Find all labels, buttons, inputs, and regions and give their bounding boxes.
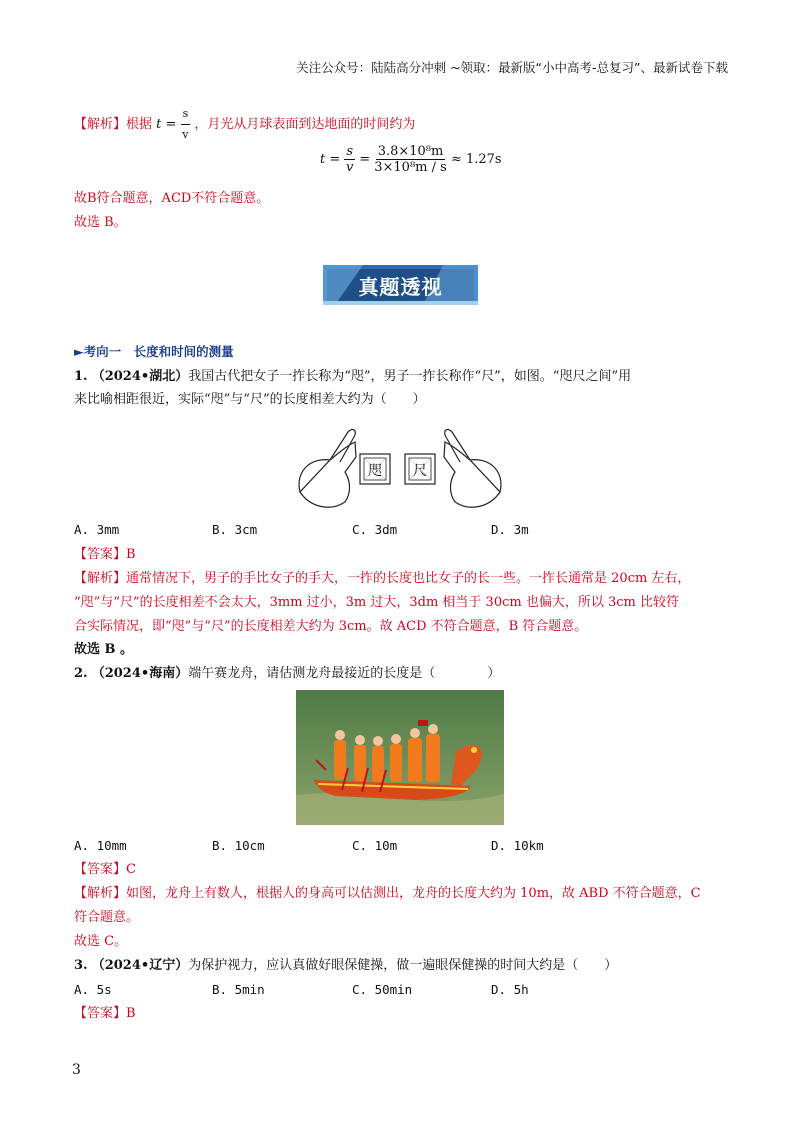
q1-exp-line3: 合实际情况，即“咫”与“尺”的长度相差大约为 3cm。故 ACD 不符合题意，B 符合题意。: [74, 619, 588, 634]
q1-option-a: A. 3mm: [74, 522, 120, 537]
q1-option-b: B. 3cm: [212, 522, 258, 537]
q2-number: 2.: [74, 666, 88, 681]
fig-label-zhi: 咫: [368, 463, 382, 479]
q2-exp-line2: 符合题意。: [74, 910, 140, 925]
q2-exp-line3: 故选 C。: [74, 934, 128, 949]
q2-source: （2024•海南）: [91, 666, 189, 681]
q1-exp1: 通常情况下，男子的手比女子的手大，一拃的长度也比女子的长一些。一拃长通常是 20cm 左右，: [126, 571, 691, 586]
hands-figure: [290, 422, 510, 522]
q1-option-d: D. 3m: [491, 522, 529, 537]
calc-result: ≈ 1.27s: [450, 152, 502, 167]
q1-option-c: C. 3dm: [352, 522, 398, 537]
calc-numerator: 3.8×10⁸m: [377, 144, 444, 159]
q2-text1: 端午赛龙舟，请估测龙舟最接近的长度是（ ）: [188, 666, 501, 681]
q1-exp-line2: “咫”与“尺”的长度相差不会太大，3mm 过小，3m 过大，3dm 相当于 30cm 也偏大，所以 3cm 比较符: [74, 595, 679, 610]
section-title: ►考向一 长度和时间的测量: [74, 344, 234, 359]
display-calc: [374, 144, 447, 175]
q3-option-d: D. 5h: [491, 982, 529, 997]
formula-fraction: [181, 104, 191, 145]
solution-after: ，月光从月球表面到达地面的时间约为: [194, 117, 416, 132]
q2-exp-tag: 【解析】: [74, 886, 127, 901]
q3-option-c: C. 50min: [352, 982, 413, 997]
top-solution-line2: 故B符合题意，ACD不符合题意。: [74, 191, 270, 206]
formula-v: v: [182, 128, 189, 141]
q2-option-d: D. 10km: [491, 838, 544, 853]
page-number: 3: [72, 1062, 81, 1078]
q2-exp-line1: [74, 884, 701, 904]
display-v: v: [346, 160, 354, 175]
top-solution-line1: [74, 104, 415, 145]
inline-formula: [156, 107, 194, 141]
q2-line1: [74, 664, 500, 684]
banner-label: 真题透视: [358, 274, 443, 299]
solution-lead: 根据: [126, 117, 153, 132]
q1-source: （2024•湖北）: [91, 369, 189, 384]
q2-option-b: B. 10cm: [212, 838, 265, 853]
q3-text1: 为保护视力，应认真做好眼保健操，做一遍眼保健操的时间大约是（ ）: [188, 958, 618, 973]
q1-exp-line1: [74, 569, 690, 589]
page-header: 关注公众号：陆陆高分冲刺 ~领取：最新版“小中高考-总复习”、最新试卷下载: [296, 60, 728, 75]
q1-answer: 【答案】B: [74, 547, 136, 562]
q1-text1: 我国古代把女子一拃长称为“咫”，男子一拃长称作“尺”，如图。“咫尺之间”用: [188, 369, 632, 384]
q3-option-a: A. 5s: [74, 982, 112, 997]
q3-option-b: B. 5min: [212, 982, 265, 997]
q3-source: （2024•辽宁）: [91, 958, 189, 973]
q1-line2: 来比喻相距很近，实际“咫”与“尺”的长度相差大约为（ ）: [74, 392, 426, 407]
formula-t: t =: [156, 117, 177, 132]
q2-option-c: C. 10m: [352, 838, 398, 853]
q2-option-a: A. 10mm: [74, 838, 127, 853]
q1-figure: [290, 422, 510, 522]
q3-answer: 【答案】B: [74, 1006, 136, 1021]
solution-tag: 【解析】: [74, 117, 127, 132]
display-formula: t = $\frac{s}{v}$ = $\frac{\text{3.8×10⁸m}}{\text{3×10⁸m / s}}$ ≈ 1.27s: [320, 144, 502, 175]
q1-line1: [74, 367, 631, 387]
display-s: s: [346, 144, 354, 159]
q3-number: 3.: [74, 958, 88, 973]
display-sv: [344, 144, 355, 175]
formula-s: s: [181, 104, 191, 125]
section-banner: [323, 265, 478, 305]
q3-line1: [74, 956, 617, 976]
dragon-boat-image: [296, 690, 504, 825]
q1-exp-tag: 【解析】: [74, 571, 127, 586]
display-t: t =: [320, 152, 341, 167]
top-solution-line3: 故选 B。: [74, 215, 127, 230]
calc-denominator: 3×10⁸m / s: [374, 160, 447, 175]
q1-number: 1.: [74, 369, 88, 384]
dragon-boat-photo: [296, 690, 504, 825]
q1-exp-line4: 故选 B 。: [74, 642, 134, 657]
q2-answer: 【答案】C: [74, 862, 136, 877]
q2-exp1: 如图，龙舟上有数人，根据人的身高可以估测出，龙舟的长度大约为 10m，故 ABD 不符合题意，C: [126, 886, 701, 901]
fig-label-chi: 尺: [413, 463, 427, 479]
